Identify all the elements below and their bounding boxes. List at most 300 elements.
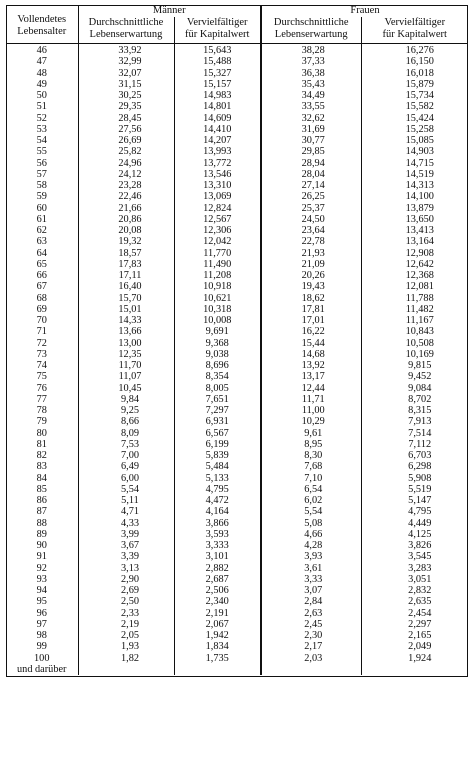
women-life-expectancy-cell: 30,77 [261, 135, 361, 146]
men-life-expectancy-cell: 23,28 [78, 180, 174, 191]
men-multiplier-cell: 5,839 [174, 450, 261, 461]
men-life-expectancy-cell: 8,09 [78, 428, 174, 439]
women-multiplier-cell: 12,908 [361, 248, 468, 259]
age-cell: 68 [36, 292, 47, 304]
table-row [6, 506, 468, 517]
women-life-expectancy-cell: 3,93 [261, 551, 361, 562]
age-cell: 85 [36, 483, 47, 495]
men-life-expectancy-cell: 28,45 [78, 113, 174, 124]
women-life-expectancy-cell: 2,17 [261, 641, 361, 652]
men-multiplier-header: Vervielfältiger für Kapitalwert [174, 17, 261, 44]
men-multiplier-cell [174, 664, 261, 675]
table-row [6, 495, 468, 506]
age-cell: 65 [36, 258, 47, 270]
table-row [6, 383, 468, 394]
table-row [6, 315, 468, 326]
age-cell: 98 [36, 630, 47, 641]
women-life-expectancy-cell: 11,71 [261, 394, 361, 405]
women-multiplier-cell: 15,258 [361, 124, 468, 135]
age-cell: 51 [36, 101, 47, 113]
men-multiplier-cell: 2,506 [174, 585, 261, 596]
women-life-expectancy-cell: 32,62 [261, 113, 361, 124]
men-multiplier-cell: 13,993 [174, 146, 261, 157]
age-cell: 76 [36, 382, 47, 394]
women-multiplier-cell: 7,913 [361, 416, 468, 427]
age-cell: 73 [36, 348, 47, 360]
table-row [6, 68, 468, 79]
women-multiplier-cell: 14,715 [361, 158, 468, 169]
women-life-expectancy-cell: 6,02 [261, 495, 361, 506]
women-life-expectancy-cell: 4,66 [261, 529, 361, 540]
women-multiplier-cell: 16,276 [361, 44, 468, 57]
age-cell: 63 [36, 236, 47, 248]
men-life-expectancy-cell: 13,00 [78, 338, 174, 349]
age-cell: 90 [36, 540, 47, 551]
table-row [6, 191, 468, 202]
women-multiplier-cell: 14,519 [361, 169, 468, 180]
women-multiplier-cell: 7,514 [361, 428, 468, 439]
table-row [6, 608, 468, 619]
women-multiplier-cell: 15,879 [361, 79, 468, 90]
table-row [6, 146, 468, 157]
women-life-expectancy-cell: 5,54 [261, 506, 361, 517]
men-multiplier-cell: 10,918 [174, 281, 261, 292]
women-multiplier-cell: 7,112 [361, 439, 468, 450]
women-life-expectancy-cell: 22,78 [261, 236, 361, 247]
women-multiplier-cell: 3,545 [361, 551, 468, 562]
women-life-expectancy-cell: 31,69 [261, 124, 361, 135]
age-cell: 62 [36, 225, 47, 236]
table-row [6, 270, 468, 281]
women-life-expectancy-cell: 21,09 [261, 259, 361, 270]
women-multiplier-cell: 6,703 [361, 450, 468, 461]
men-life-expectancy-cell: 2,05 [78, 630, 174, 641]
women-multiplier-cell: 12,368 [361, 270, 468, 281]
table-row [6, 585, 468, 596]
men-life-expectancy-cell: 29,35 [78, 101, 174, 112]
men-life-expectancy-cell: 25,82 [78, 146, 174, 157]
men-life-expectancy-cell: 11,07 [78, 371, 174, 382]
men-life-expectancy-cell: 6,49 [78, 461, 174, 472]
women-life-expectancy-cell: 17,01 [261, 315, 361, 326]
men-multiplier-cell: 13,069 [174, 191, 261, 202]
men-multiplier-cell: 8,354 [174, 371, 261, 382]
men-multiplier-cell: 1,834 [174, 641, 261, 652]
men-life-expectancy-cell: 33,92 [78, 44, 174, 57]
men-life-expectancy-cell: 2,69 [78, 585, 174, 596]
table-row [6, 540, 468, 551]
women-multiplier-cell: 4,125 [361, 529, 468, 540]
men-life-expectancy-cell: 11,70 [78, 360, 174, 371]
men-life-expectancy-cell: 2,19 [78, 619, 174, 630]
men-multiplier-cell: 9,368 [174, 338, 261, 349]
table-row [6, 203, 468, 214]
women-life-expectancy-cell: 35,43 [261, 79, 361, 90]
women-life-expectancy-cell: 8,95 [261, 439, 361, 450]
men-life-expectancy-cell: 4,33 [78, 518, 174, 529]
table-row [6, 281, 468, 292]
men-life-expectancy-cell: 12,35 [78, 349, 174, 360]
age-column-header [6, 5, 78, 44]
men-life-expectancy-header: Durchschnittliche Lebenserwartung [78, 17, 174, 44]
age-cell: 78 [36, 405, 47, 416]
age-cell: 95 [36, 596, 47, 608]
women-life-expectancy-cell: 25,37 [261, 203, 361, 214]
men-multiplier-cell: 12,306 [174, 225, 261, 236]
men-multiplier-cell: 3,593 [174, 529, 261, 540]
table-row [6, 214, 468, 225]
women-multiplier-cell: 13,413 [361, 225, 468, 236]
men-life-expectancy-cell: 7,53 [78, 439, 174, 450]
women-multiplier-cell: 11,482 [361, 304, 468, 315]
age-cell: 89 [36, 528, 47, 540]
women-multiplier-cell: 2,297 [361, 619, 468, 630]
women-life-expectancy-cell: 17,81 [261, 304, 361, 315]
life-expectancy-table [6, 5, 468, 675]
men-multiplier-cell: 3,101 [174, 551, 261, 562]
table-row [6, 551, 468, 562]
women-life-expectancy-cell: 5,08 [261, 518, 361, 529]
men-multiplier-cell: 15,488 [174, 56, 261, 67]
age-cell: 97 [36, 618, 47, 630]
table-body [6, 44, 468, 676]
age-cell: 46 [36, 45, 47, 56]
men-life-expectancy-cell: 3,13 [78, 563, 174, 574]
table-row [6, 619, 468, 630]
men-multiplier-cell: 2,067 [174, 619, 261, 630]
men-life-expectancy-cell: 21,66 [78, 203, 174, 214]
women-multiplier-cell: 15,424 [361, 113, 468, 124]
men-multiplier-cell: 14,983 [174, 90, 261, 101]
table-row [6, 574, 468, 585]
table-row [6, 248, 468, 259]
women-life-expectancy-cell: 20,26 [261, 270, 361, 281]
age-cell: und darüber [17, 663, 67, 675]
men-group-header: Männer [78, 5, 261, 17]
table-row [6, 653, 468, 664]
women-life-expectancy-cell: 15,44 [261, 338, 361, 349]
age-cell: 49 [36, 78, 47, 90]
women-life-expectancy-cell: 9,61 [261, 428, 361, 439]
women-life-expectancy-cell: 3,33 [261, 574, 361, 585]
women-multiplier-cell: 5,519 [361, 484, 468, 495]
age-cell: 96 [36, 607, 47, 619]
women-life-expectancy-cell: 12,44 [261, 383, 361, 394]
men-life-expectancy-cell: 18,57 [78, 248, 174, 259]
women-multiplier-cell: 14,100 [361, 191, 468, 202]
men-life-expectancy-cell: 3,39 [78, 551, 174, 562]
men-multiplier-cell: 12,042 [174, 236, 261, 247]
women-life-expectancy-cell: 16,22 [261, 326, 361, 337]
men-multiplier-cell: 6,199 [174, 439, 261, 450]
women-multiplier-cell: 10,843 [361, 326, 468, 337]
women-life-expectancy-cell: 28,94 [261, 158, 361, 169]
age-cell: 84 [36, 472, 47, 484]
men-life-expectancy-cell: 7,00 [78, 450, 174, 461]
men-multiplier-cell: 3,866 [174, 518, 261, 529]
age-cell: 81 [36, 438, 47, 450]
men-multiplier-cell: 1,735 [174, 653, 261, 664]
men-multiplier-cell: 14,207 [174, 135, 261, 146]
men-multiplier-cell: 5,484 [174, 461, 261, 472]
men-multiplier-cell: 9,691 [174, 326, 261, 337]
women-life-expectancy-cell [261, 664, 361, 675]
men-multiplier-cell: 2,687 [174, 574, 261, 585]
men-life-expectancy-cell: 22,46 [78, 191, 174, 202]
table-row [6, 90, 468, 101]
age-cell: 58 [36, 180, 47, 191]
men-life-expectancy-cell [78, 664, 174, 675]
women-life-expectancy-cell: 6,54 [261, 484, 361, 495]
men-life-expectancy-cell: 3,67 [78, 540, 174, 551]
women-multiplier-cell [361, 664, 468, 675]
women-life-expectancy-cell: 2,03 [261, 653, 361, 664]
men-life-expectancy-cell: 2,90 [78, 574, 174, 585]
table-row [6, 405, 468, 416]
women-multiplier-cell: 4,449 [361, 518, 468, 529]
age-cell: 79 [36, 416, 47, 428]
men-life-expectancy-cell: 31,15 [78, 79, 174, 90]
women-multiplier-cell: 13,650 [361, 214, 468, 225]
women-life-expectancy-header: Durchschnittliche Lebenserwartung [261, 17, 361, 44]
men-life-expectancy-cell: 15,70 [78, 293, 174, 304]
men-multiplier-cell: 1,942 [174, 630, 261, 641]
age-cell: 53 [36, 123, 47, 135]
age-cell: 92 [36, 562, 47, 574]
women-life-expectancy-cell: 7,10 [261, 473, 361, 484]
age-cell: 74 [36, 360, 47, 371]
men-life-expectancy-cell: 10,45 [78, 383, 174, 394]
men-multiplier-cell: 13,772 [174, 158, 261, 169]
women-multiplier-cell: 3,283 [361, 563, 468, 574]
age-cell: 70 [36, 315, 47, 326]
men-multiplier-cell: 15,157 [174, 79, 261, 90]
women-multiplier-cell: 3,826 [361, 540, 468, 551]
age-cell: 48 [36, 67, 47, 79]
women-multiplier-cell: 10,508 [361, 338, 468, 349]
women-life-expectancy-cell: 2,63 [261, 608, 361, 619]
men-life-expectancy-cell: 20,08 [78, 225, 174, 236]
age-cell: 72 [36, 337, 47, 349]
age-cell: 50 [36, 90, 47, 101]
age-cell: 47 [36, 56, 47, 68]
men-life-expectancy-cell: 26,69 [78, 135, 174, 146]
women-life-expectancy-cell: 13,17 [261, 371, 361, 382]
table-row [6, 349, 468, 360]
table-row [6, 450, 468, 461]
men-multiplier-cell: 6,567 [174, 428, 261, 439]
women-multiplier-cell: 11,788 [361, 293, 468, 304]
men-life-expectancy-cell: 15,01 [78, 304, 174, 315]
age-cell: 88 [36, 517, 47, 529]
men-multiplier-cell: 10,621 [174, 293, 261, 304]
table-row [6, 101, 468, 112]
women-life-expectancy-cell: 33,55 [261, 101, 361, 112]
table-row [6, 630, 468, 641]
men-life-expectancy-cell: 20,86 [78, 214, 174, 225]
women-life-expectancy-cell: 3,07 [261, 585, 361, 596]
table-row [6, 304, 468, 315]
men-life-expectancy-cell: 14,33 [78, 315, 174, 326]
table-row [6, 518, 468, 529]
men-multiplier-cell: 11,208 [174, 270, 261, 281]
age-cell: 52 [36, 112, 47, 124]
table-row [6, 641, 468, 652]
women-life-expectancy-cell: 34,49 [261, 90, 361, 101]
age-cell: 99 [36, 641, 47, 653]
table-row [6, 473, 468, 484]
women-life-expectancy-cell: 14,68 [261, 349, 361, 360]
women-multiplier-cell: 12,642 [361, 259, 468, 270]
men-multiplier-cell: 11,490 [174, 259, 261, 270]
women-multiplier-cell: 6,298 [361, 461, 468, 472]
men-life-expectancy-cell: 4,71 [78, 506, 174, 517]
table-row [6, 529, 468, 540]
women-multiplier-cell: 1,924 [361, 653, 468, 664]
age-cell: 93 [36, 573, 47, 585]
men-life-expectancy-cell: 32,07 [78, 68, 174, 79]
men-multiplier-cell: 6,931 [174, 416, 261, 427]
women-life-expectancy-cell: 7,68 [261, 461, 361, 472]
table-row [6, 439, 468, 450]
women-multiplier-cell: 3,051 [361, 574, 468, 585]
men-multiplier-cell: 9,038 [174, 349, 261, 360]
women-group-header: Frauen [261, 5, 468, 17]
men-life-expectancy-cell: 5,11 [78, 495, 174, 506]
age-header-line2: Lebensalter [17, 26, 67, 37]
women-multiplier-header: Vervielfältiger für Kapitalwert [361, 17, 468, 44]
age-cell: 77 [36, 393, 47, 405]
table-row [6, 484, 468, 495]
table-row [6, 371, 468, 382]
men-multiplier-cell: 4,472 [174, 495, 261, 506]
women-life-expectancy-cell: 29,85 [261, 146, 361, 157]
men-life-expectancy-cell: 3,99 [78, 529, 174, 540]
table-row [6, 135, 468, 146]
age-cell: 83 [36, 461, 47, 473]
men-life-expectancy-cell: 30,25 [78, 90, 174, 101]
women-multiplier-cell: 4,795 [361, 506, 468, 517]
women-multiplier-cell: 8,702 [361, 394, 468, 405]
men-multiplier-cell: 12,824 [174, 203, 261, 214]
age-cell: 64 [36, 247, 47, 259]
men-life-expectancy-cell: 6,00 [78, 473, 174, 484]
men-multiplier-cell: 7,651 [174, 394, 261, 405]
women-multiplier-cell: 14,313 [361, 180, 468, 191]
men-multiplier-cell: 4,164 [174, 506, 261, 517]
men-multiplier-cell: 10,318 [174, 304, 261, 315]
women-multiplier-cell: 2,635 [361, 596, 468, 607]
women-multiplier-cell: 5,147 [361, 495, 468, 506]
men-life-expectancy-cell: 9,25 [78, 405, 174, 416]
age-cell: 61 [36, 213, 47, 225]
men-life-expectancy-cell: 8,66 [78, 416, 174, 427]
women-multiplier-cell: 13,879 [361, 203, 468, 214]
women-multiplier-cell: 15,734 [361, 90, 468, 101]
table-row [6, 338, 468, 349]
men-multiplier-cell: 5,133 [174, 473, 261, 484]
men-multiplier-cell: 15,643 [174, 44, 261, 57]
women-life-expectancy-cell: 18,62 [261, 293, 361, 304]
age-header-line1: Vollendetes [17, 14, 67, 25]
women-multiplier-cell: 11,167 [361, 315, 468, 326]
men-life-expectancy-cell: 13,66 [78, 326, 174, 337]
women-multiplier-cell: 10,169 [361, 349, 468, 360]
women-life-expectancy-cell: 27,14 [261, 180, 361, 191]
women-multiplier-cell: 9,815 [361, 360, 468, 371]
men-multiplier-cell: 13,546 [174, 169, 261, 180]
table-row [6, 236, 468, 247]
table-row [6, 225, 468, 236]
women-life-expectancy-cell: 23,64 [261, 225, 361, 236]
women-life-expectancy-cell: 28,04 [261, 169, 361, 180]
women-multiplier-cell: 9,452 [361, 371, 468, 382]
men-multiplier-cell: 2,882 [174, 563, 261, 574]
men-life-expectancy-cell: 2,50 [78, 596, 174, 607]
age-cell: 71 [36, 326, 47, 338]
age-cell: 54 [36, 135, 47, 146]
age-cell: 59 [36, 191, 47, 203]
women-life-expectancy-cell: 2,30 [261, 630, 361, 641]
table-row [6, 124, 468, 135]
women-multiplier-cell: 12,081 [361, 281, 468, 292]
men-multiplier-cell: 8,696 [174, 360, 261, 371]
life-expectancy-table-container [6, 5, 468, 675]
women-multiplier-cell: 14,903 [361, 146, 468, 157]
men-life-expectancy-cell: 32,99 [78, 56, 174, 67]
table-row [6, 416, 468, 427]
men-life-expectancy-cell: 9,84 [78, 394, 174, 405]
men-life-expectancy-cell: 16,40 [78, 281, 174, 292]
women-multiplier-cell: 16,018 [361, 68, 468, 79]
women-multiplier-cell: 2,049 [361, 641, 468, 652]
women-life-expectancy-cell: 2,45 [261, 619, 361, 630]
men-life-expectancy-cell: 5,54 [78, 484, 174, 495]
women-multiplier-cell: 2,165 [361, 630, 468, 641]
age-cell: 67 [36, 281, 47, 293]
women-life-expectancy-cell: 37,33 [261, 56, 361, 67]
men-life-expectancy-cell: 17,83 [78, 259, 174, 270]
men-multiplier-cell: 15,327 [174, 68, 261, 79]
men-multiplier-cell: 2,191 [174, 608, 261, 619]
women-life-expectancy-cell: 11,00 [261, 405, 361, 416]
table-row [6, 360, 468, 371]
age-cell: 91 [36, 551, 47, 563]
women-multiplier-cell: 8,315 [361, 405, 468, 416]
table-row [6, 394, 468, 405]
table-row [6, 664, 468, 675]
age-cell: 80 [36, 427, 47, 439]
women-life-expectancy-cell: 4,28 [261, 540, 361, 551]
women-life-expectancy-cell: 2,84 [261, 596, 361, 607]
men-multiplier-cell: 13,310 [174, 180, 261, 191]
men-life-expectancy-cell: 1,93 [78, 641, 174, 652]
men-multiplier-cell: 4,795 [174, 484, 261, 495]
women-multiplier-cell: 13,164 [361, 236, 468, 247]
age-cell: 87 [36, 506, 47, 518]
women-life-expectancy-cell: 13,92 [261, 360, 361, 371]
men-life-expectancy-cell: 24,96 [78, 158, 174, 169]
men-life-expectancy-cell: 27,56 [78, 124, 174, 135]
age-cell: 86 [36, 495, 47, 506]
men-multiplier-cell: 7,297 [174, 405, 261, 416]
men-multiplier-cell: 10,008 [174, 315, 261, 326]
age-cell: 82 [36, 450, 47, 461]
men-life-expectancy-cell: 24,12 [78, 169, 174, 180]
table-row [6, 169, 468, 180]
age-cell: 55 [36, 146, 47, 158]
men-multiplier-cell: 14,801 [174, 101, 261, 112]
